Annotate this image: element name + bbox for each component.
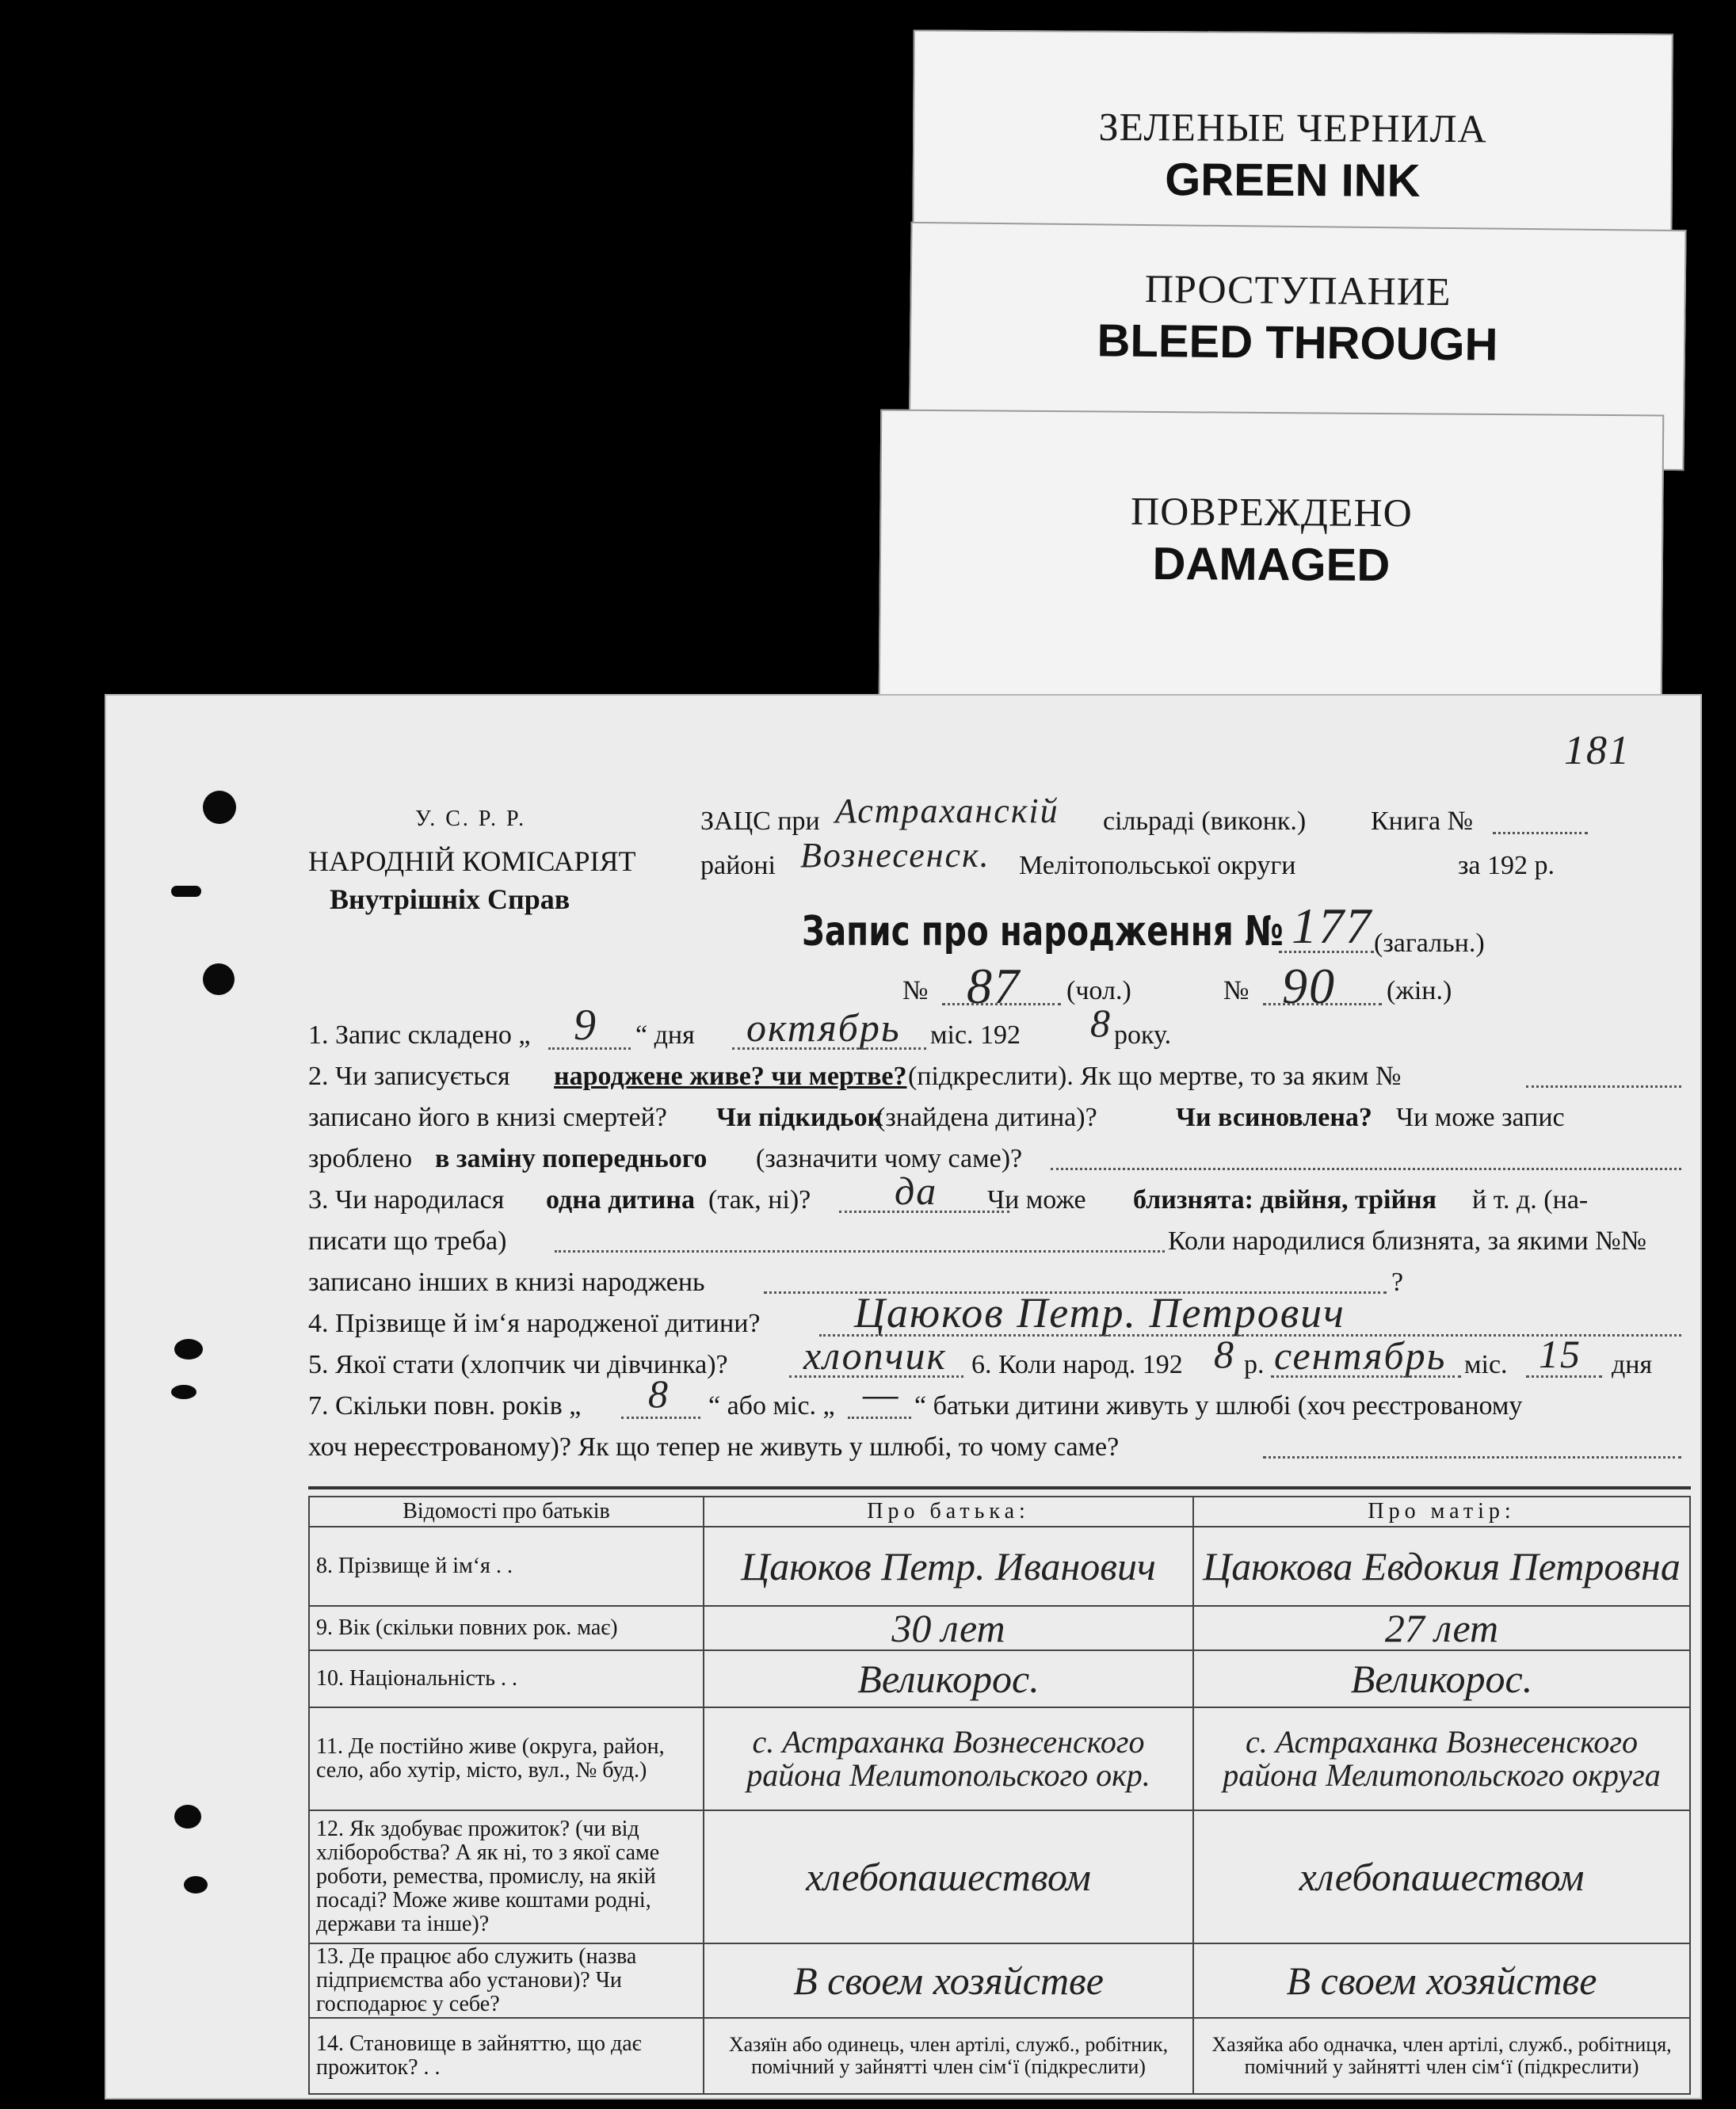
item-2-line-3c: (зазначити чому саме)? [756,1144,1023,1173]
row-label: 11. Де постійно живе (округа, район, село, або хутір, місто, вул., № буд.) [309,1707,704,1810]
item-7-months-label: “ або міс. „ [708,1391,835,1421]
year-label: за 192 р. [1458,851,1555,880]
notice-card-ru: ПОВРЕЖДЕНО [1130,488,1413,536]
birth-month-field [1271,1375,1461,1378]
item-1-month-label: міс. 192 [930,1020,1021,1050]
table-top-rule [308,1486,1691,1489]
item-3-line-3a: записано інших в книзі народжень [308,1268,705,1297]
punch-hole [203,791,236,824]
item-6-label: 6. Коли народ. 192 [971,1350,1183,1379]
father-value: с. Астраханка Вознесенского района Мелитопольского окр. [704,1707,1193,1810]
item-6-year-label: р. [1244,1350,1265,1379]
usrr-label: У. С. Р. Р. [415,807,527,831]
item-2-label: 2. Чи записується [308,1062,510,1091]
mother-value: Цаюкова Евдокия Петровна [1193,1527,1690,1606]
twins-field [555,1250,1165,1253]
birth-year-hw: 8 [1214,1332,1235,1376]
item-2-foundling: Чи підкидьок [716,1103,883,1132]
marriage-months-field [848,1417,911,1419]
raion-hw: Вознесенск. [800,836,990,875]
row-label: 9. Вік (скільки повних рок. має) [309,1606,704,1650]
village-council-hw: Астраханскій [835,791,1059,830]
village-council-label: сільраді (виконк.) [1103,807,1307,836]
birth-day-field [1526,1375,1602,1378]
item-2-adopted: Чи всиновлена? [1176,1103,1372,1132]
father-value: Великорос. [704,1650,1193,1707]
child-name-hw: Цаюков Петр. Петрович [854,1289,1345,1337]
row-label: 8. Прізвище й ім‘я . . [309,1527,704,1606]
internal-affairs-label: Внутрішніх Справ [330,883,570,915]
notice-card-en: DAMAGED [1152,537,1391,592]
total-number-field [1279,951,1374,953]
item-7-label: 7. Скільки повн. років „ [308,1391,582,1421]
table-row [309,1527,1690,1606]
item-3-yesno: (так, ні)? [708,1185,811,1215]
item-7-line-2: хоч нереєстрованому)? Як що тепер не живуть у шлюбі, то чому саме? [308,1432,1120,1462]
item-2-replacement: в заміну попереднього [435,1144,708,1173]
record-day-field [548,1047,631,1050]
item-6-day-label: дня [1612,1350,1653,1379]
item-2-note: (підкреслити). Як що мертве, то за яким № [908,1062,1402,1091]
record-year-hw: 8 [1090,1001,1112,1045]
father-value: Хазяїн або одинець, член артілі, служб., робітник, помічний у зайнятті член сім‘ї (підкреслити) [704,2018,1193,2094]
table-row [309,2018,1690,2094]
item-1-year-label: року. [1114,1020,1172,1050]
zags-label: ЗАЦС при [700,807,820,836]
birth-record-sheet [105,694,1702,2099]
row-label: 10. Національність . . [309,1650,704,1707]
book-field [1493,832,1588,834]
page-number: 181 [1564,728,1631,773]
not-married-reason-field [1263,1456,1681,1459]
male-number-label: № [902,976,929,1005]
father-value: 30 лет [704,1606,1193,1650]
punch-hole [174,1339,203,1360]
item-6-month-label: міс. [1464,1350,1508,1379]
item-1-label: 1. Запис складено „ [308,1020,531,1050]
record-month-field [732,1047,926,1050]
father-value: хлебопашеством [704,1810,1193,1943]
father-value: В своем хозяйстве [704,1943,1193,2018]
item-7-text: “ батьки дитини живуть у шлюбі (хоч реєстрованому [914,1391,1523,1421]
notice-card-damaged [879,410,1665,704]
notice-card-ru: ЗЕЛЕНЫЕ ЧЕРНИЛА [1098,104,1487,151]
item-2-alive-dead: народжене живе? чи мертве? [554,1062,907,1091]
punch-hole [174,1805,201,1829]
female-number-hw: 90 [1282,958,1336,1014]
father-value: Цаюков Петр. Иванович [704,1527,1193,1606]
item-3-line-2b: Коли народилися близнята, за якими №№ [1168,1226,1647,1256]
child-sex-hw: хлопчик [803,1333,947,1378]
single-child-hw: да [895,1169,938,1213]
mother-value: Великорос. [1193,1650,1690,1707]
mother-value: с. Астраханка Вознесенского района Мелитопольского округа [1193,1707,1690,1810]
punch-hole [203,963,235,995]
death-record-field [1526,1085,1681,1088]
male-suffix: (чол.) [1066,976,1131,1005]
item-3-etc: й т. д. (на- [1472,1185,1589,1215]
male-number-field [942,1003,1061,1005]
item-2-line-2c: (знайдена дитина)? [876,1103,1097,1132]
item-2-line-2e: Чи може запис [1396,1103,1565,1132]
item-3-maybe: Чи може [987,1185,1086,1215]
table-row [309,1707,1690,1810]
record-month-hw: октябрь [746,1005,901,1050]
replacement-field [1051,1168,1681,1170]
book-label: Книга № [1371,807,1474,836]
table-row [309,1650,1690,1707]
mother-value: 27 лет [1193,1606,1690,1650]
notice-card-en: BLEED THROUGH [1097,315,1498,371]
mother-value: хлебопашеством [1193,1810,1690,1943]
raion-label: районі [700,851,776,880]
record-day-hw: 9 [574,1001,597,1050]
item-3-single: одна дитина [546,1185,695,1215]
female-suffix: (жін.) [1387,976,1452,1005]
commissariat-label: НАРОДНІЙ КОМІСАРІЯТ [308,845,636,877]
marriage-years-hw: 8 [648,1371,670,1416]
col-header-father: Про батька: [704,1497,1193,1527]
female-number-field [1263,1003,1382,1005]
notice-card-en: GREEN INK [1165,154,1421,207]
mother-value: Хазяйка або одначка, член артілі, служб., робітниця, помічний у зайнятті член сім‘ї (підкреслити) [1193,2018,1690,2094]
birth-month-hw: сентябрь [1274,1333,1447,1378]
parents-table [308,1496,1691,2095]
mother-value: В своем хозяйстве [1193,1943,1690,2018]
item-5-label: 5. Якої стати (хлопчик чи дівчинка)? [308,1350,728,1379]
row-label: 14. Становище в зайняттю, що дає прожиток? . . [309,2018,704,2094]
total-number-hw: 177 [1292,898,1372,954]
male-number-hw: 87 [967,958,1021,1014]
item-3-twins: близнята: двійня, трійня [1133,1185,1437,1215]
record-title: Запис про народження № [802,908,1284,955]
item-2-line-2a: записано його в книзі смертей? [308,1103,667,1132]
col-header-mother: Про матір: [1193,1497,1690,1527]
item-4-label: 4. Прізвище й ім‘я народженої дитини? [308,1309,761,1338]
birth-day-hw: 15 [1539,1332,1581,1376]
item-3-label: 3. Чи народилася [308,1185,505,1215]
punch-hole [171,886,201,897]
item-2-line-3a: зроблено [308,1144,413,1173]
row-label: 13. Де працює або служить (назва підприємства або установи)? Чи господарює у себе? [309,1943,704,2018]
item-3-line-2a: писати що треба) [308,1226,507,1256]
table-header-row [309,1497,1690,1527]
table-row [309,1810,1690,1943]
item-1-day-label: “ дня [635,1020,695,1050]
total-suffix: (загальн.) [1374,929,1485,958]
item-3-line-3b: ? [1391,1268,1404,1297]
marriage-years-field [621,1417,700,1419]
punch-hole [184,1876,208,1894]
col-header-info: Відомості про батьків [309,1497,704,1527]
row-label: 12. Як здобуває прожиток? (чи від хліборобства? А як ні, то з якої саме роботи, ремества, промислу, на якій посаді? Може живе коштами родні, держави та інше)? [309,1810,704,1943]
marriage-months-hw: — [863,1371,900,1416]
okruga-label: Мелітопольської округи [1019,851,1296,880]
punch-hole [171,1385,196,1399]
table-row [309,1606,1690,1650]
notice-card-ru: ПРОСТУПАНИЕ [1144,265,1452,315]
table-row [309,1943,1690,2018]
single-child-field [839,1211,1009,1213]
female-number-label: № [1223,976,1250,1005]
